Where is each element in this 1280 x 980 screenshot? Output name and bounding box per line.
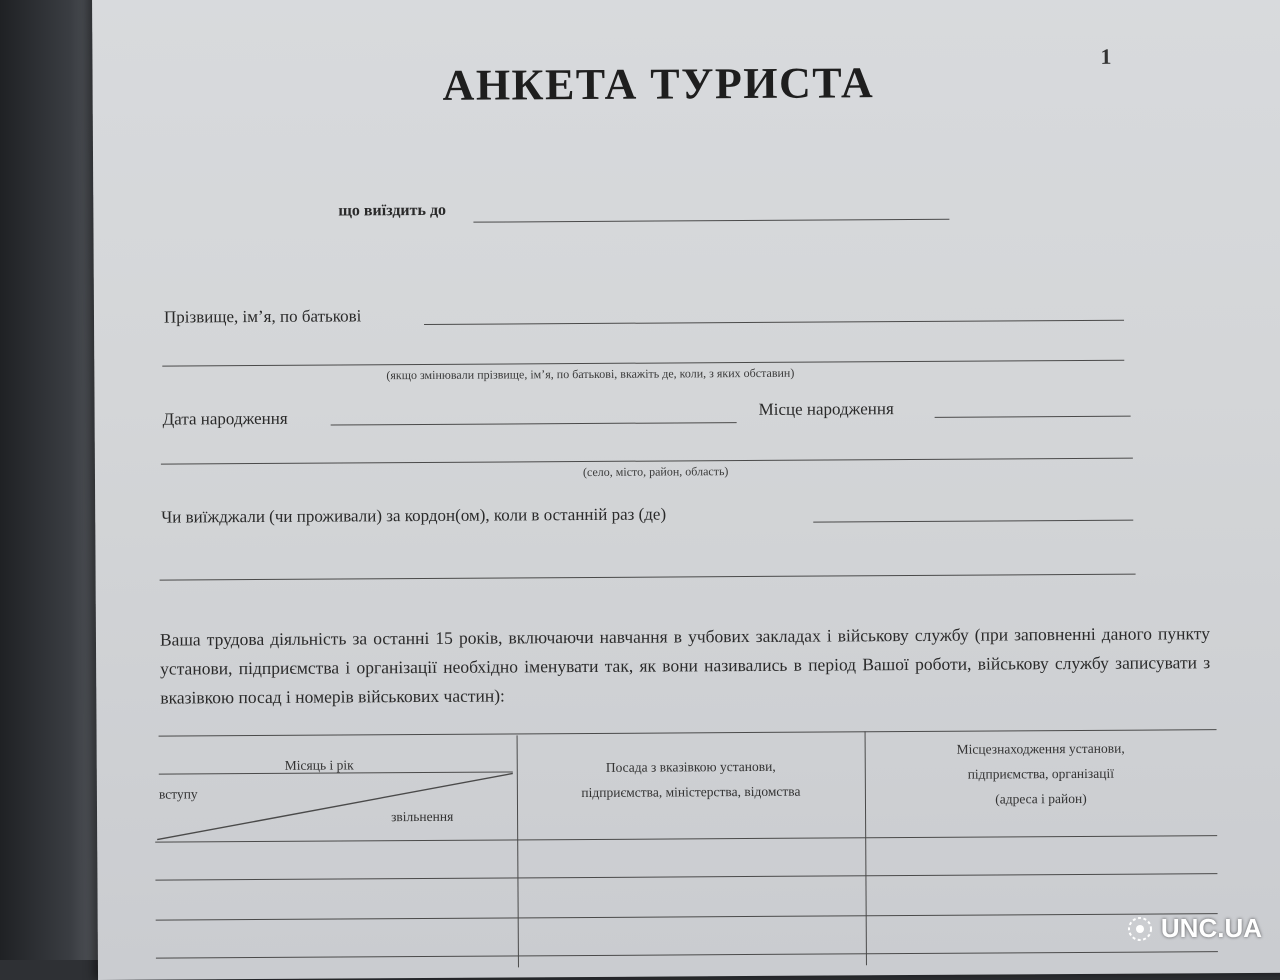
full-name-field-line[interactable] — [424, 320, 1124, 325]
birth-place-field-line[interactable] — [935, 416, 1131, 418]
name-change-hint: (якщо змінювали прізвище, ім’я, по батькові, вкажіть де, коли, з яких обставин) — [386, 365, 795, 383]
destination-field-line[interactable] — [473, 219, 949, 223]
abroad-extra-line[interactable] — [160, 574, 1136, 581]
background-surface — [0, 0, 100, 960]
full-name-label: Прізвище, ім’я, по батькові — [163, 306, 362, 327]
birth-date-field-line[interactable] — [331, 422, 737, 425]
col3-header-line1: Місцезнаходження установи, — [956, 740, 1125, 757]
col1-header-entry: вступу — [158, 786, 198, 802]
unc-logo-icon — [1125, 914, 1155, 944]
work-history-table — [155, 723, 1216, 969]
col1-header-exit: звільнення — [391, 808, 454, 825]
col1-header-diagonal — [155, 771, 517, 841]
document-title: АНКЕТА ТУРИСТА — [442, 58, 875, 110]
work-history-paragraph: Ваша трудова діяльність за останні 15 років, включаючи навчання в учбових закладах і військову службу (при заповненні даного пункту установи, підприємства і організації необхідно іменувати так, як вони називались в період Вашої роботи, військову службу записувати з вказівкою посад і номерів військових частин): — [159, 623, 1211, 708]
questionnaire-page — [92, 0, 1280, 980]
col2-header-line1: Посада з вказівкою установи, — [605, 758, 776, 775]
table-row-line[interactable] — [156, 951, 1218, 958]
birth-place-label: Місце народження — [758, 399, 894, 419]
watermark-text: UNC.UA — [1160, 913, 1262, 943]
col1-header-top: Місяць і рік — [284, 757, 354, 773]
destination-label: що виїздить до — [338, 201, 447, 220]
col2-header-line2: підприємства, міністерства, відомства — [581, 783, 801, 801]
col3-header-line3: (адреса і район) — [995, 790, 1087, 807]
col3-header-line2: підприємства, організації — [967, 765, 1114, 782]
birth-place-extra-line[interactable] — [161, 458, 1133, 465]
table-row-line[interactable] — [156, 913, 1218, 920]
birth-date-label: Дата народження — [162, 408, 288, 429]
col2-header — [517, 753, 865, 805]
table-row-line[interactable] — [155, 873, 1217, 880]
abroad-field-line[interactable] — [813, 520, 1133, 523]
abroad-question-label: Чи виїжджали (чи проживали) за кордон(ом), коли в останній раз (де) — [161, 504, 667, 527]
page-number: 1 — [1100, 43, 1112, 69]
birth-place-hint: (село, місто, район, область) — [582, 464, 729, 480]
site-watermark — [1125, 913, 1262, 944]
full-name-extra-line[interactable] — [162, 360, 1124, 367]
col3-header — [867, 735, 1215, 812]
